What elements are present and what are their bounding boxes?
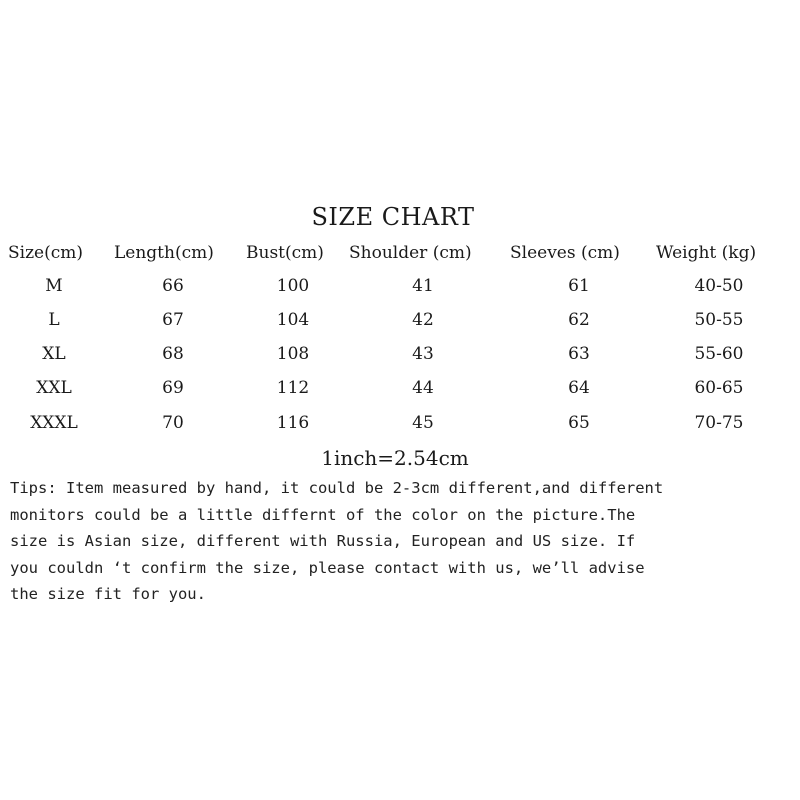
cell-weight: 50-55: [694, 310, 744, 330]
table-row: [0, 373, 800, 403]
cell-length: 70: [162, 413, 184, 433]
cell-sleeves: 61: [568, 276, 590, 296]
cell-shoulder: 41: [412, 276, 434, 296]
header-length: Length(cm): [114, 243, 214, 263]
cell-bust: 112: [276, 378, 310, 398]
tips-line: size is Asian size, different with Russia, European and US size. If: [10, 532, 636, 550]
cell-bust: 104: [276, 310, 310, 330]
inch-conversion-note: 1inch=2.54cm: [321, 446, 469, 470]
cell-shoulder: 44: [412, 378, 434, 398]
table-row: [0, 339, 800, 369]
cell-bust: 116: [276, 413, 310, 433]
cell-length: 69: [162, 378, 184, 398]
cell-weight: 55-60: [694, 344, 744, 364]
table-header-row: [0, 238, 800, 268]
cell-sleeves: 64: [568, 378, 590, 398]
cell-size: L: [48, 310, 60, 330]
cell-weight: 60-65: [694, 378, 744, 398]
cell-bust: 100: [276, 276, 310, 296]
table-row: [0, 408, 800, 438]
cell-weight: 70-75: [694, 413, 744, 433]
header-size: Size(cm): [8, 243, 84, 263]
cell-size: XXXL: [30, 413, 78, 433]
tips-line: you couldn ‘t confirm the size, please contact with us, we’ll advise: [10, 558, 645, 577]
cell-weight: 40-50: [694, 276, 744, 296]
cell-sleeves: 63: [568, 344, 590, 364]
table-row: [0, 271, 800, 301]
cell-length: 67: [162, 310, 184, 330]
cell-shoulder: 45: [412, 413, 434, 433]
cell-size: XXL: [36, 378, 72, 398]
header-weight: Weight (kg): [656, 243, 757, 263]
tips-paragraph: [10, 475, 790, 608]
header-shoulder: Shoulder (cm): [349, 243, 472, 263]
header-bust: Bust(cm): [246, 243, 324, 263]
cell-size: XL: [42, 344, 66, 364]
cell-sleeves: 62: [568, 310, 590, 330]
header-sleeves: Sleeves (cm): [510, 243, 620, 263]
cell-shoulder: 43: [412, 344, 434, 364]
tips-line: Tips: Item measured by hand, it could be 2-3cm different,and different: [10, 479, 664, 497]
cell-sleeves: 65: [568, 413, 590, 433]
cell-size: M: [45, 276, 63, 296]
tips-line: the size fit for you.: [10, 585, 206, 603]
tips-line: monitors could be a little differnt of the color on the picture.The: [10, 505, 636, 524]
size-chart-title: SIZE CHART: [311, 203, 475, 231]
cell-length: 66: [162, 276, 184, 296]
cell-bust: 108: [276, 344, 310, 364]
cell-shoulder: 42: [412, 310, 434, 330]
table-row: [0, 305, 800, 335]
cell-length: 68: [162, 344, 184, 364]
